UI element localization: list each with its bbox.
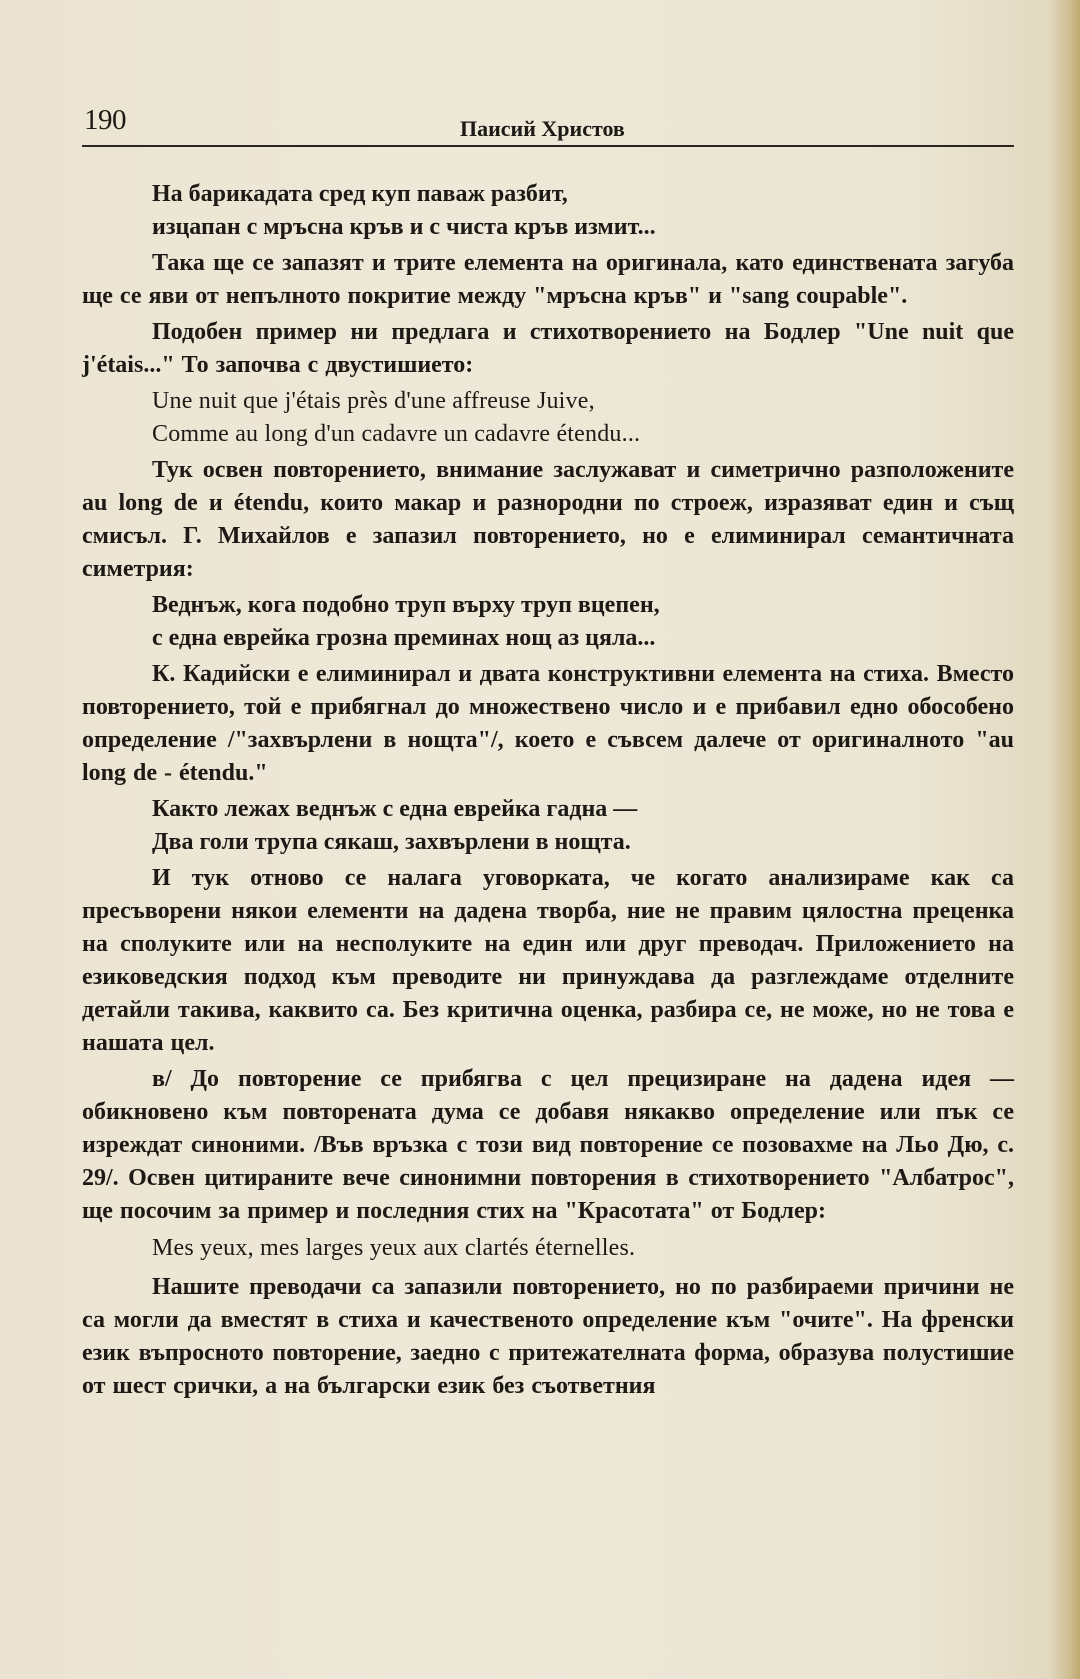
page-edge-shadow — [1052, 0, 1080, 1679]
verse-line: Une nuit que j'étais près d'une affreuse Juive, — [152, 388, 595, 414]
paragraph: в/ До повторение се прибягва с цел прецизиране на дадена идея — обикновено към повторената дума се добавя някакво определение или пък се изреждат синоними. /Във връзка с този вид повторение се позовахме на Льо Дю, с. 29/. Освен цитираните вече синонимни повторения в стихотворението "Албатрос", ще посочим за пример и последния стих на "Красотата" от Бодлер: — [82, 1066, 1014, 1224]
verse-line: Два голи трупа сякаш, захвърлени в нощта. — [152, 829, 631, 855]
paragraph: Така ще се запазят и трите елемента на оригинала, като единствената загуба ще се яви от непълното покритие между "мръсна кръв" и "sang coupable". — [82, 250, 1014, 309]
verse-quote — [152, 589, 1014, 655]
paragraph: Тук освен повторението, внимание заслужават и симетрично разположените au long de и étendu, които макар и разнородни по строеж, изразяват един и същ смисъл. Г. Михайлов е запазил повторението, но е елиминирал семантичната симетрия: — [82, 457, 1014, 582]
verse-quote — [152, 385, 1014, 451]
page-header — [82, 104, 1014, 148]
verse-line: Comme au long d'un cadavre un cadavre étendu... — [152, 421, 641, 447]
verse-quote — [152, 178, 1014, 244]
paragraph: И тук отново се налага уговорката, че когато анализираме как са пресъворени някои елементи на дадена творба, ние не правим цялостна преценка на сполуките или на несполуките на един или друг преводач. Приложението на езиковедския подход към преводите ни принуждава да разглеждаме отделните детайли такива, каквито са. Без критична оценка, разбира се, не може, но не това е нашата цел. — [82, 865, 1014, 1056]
verse-line: Веднъж, кога подобно труп върху труп вцепен, — [152, 592, 660, 618]
verse-line: На барикадата сред куп паваж разбит, — [152, 181, 568, 207]
running-head: Паисий Христов — [460, 116, 625, 141]
verse-line: Както лежах веднъж с една еврейка гадна — — [152, 796, 638, 822]
paragraph: Подобен пример ни предлага и стихотворението на Бодлер "Une nuit que j'étais..." То започва с двустишието: — [82, 319, 1014, 378]
paragraph: Нашите преводачи са запазили повторението, но по разбираеми причини не са могли да вместят в стиха и качественото определение към "очите". На френски език въпросното повторение, заедно с притежателната форма, образува полустишие от шест срички, а на български език без съответния — [82, 1274, 1014, 1399]
body-text — [82, 178, 1014, 1406]
paragraph: К. Кадийски е елиминирал и двата конструктивни елемента на стиха. Вместо повторението, той е прибягнал до множествено число и е прибавил едно обособено определение /"захвърлени в нощта"/, което е съвсем далече от оригиналното "au long de - étendu." — [82, 661, 1014, 786]
verse-line: с една еврейка грозна преминах нощ аз цяла... — [152, 625, 656, 651]
verse-quote — [152, 1232, 1014, 1265]
header-rule — [82, 145, 1014, 147]
page-number: 190 — [84, 104, 126, 136]
verse-quote — [152, 793, 1014, 859]
verse-line: Mes yeux, mes larges yeux aux clartés éternelles. — [152, 1235, 636, 1261]
verse-line: изцапан с мръсна кръв и с чиста кръв измит... — [152, 214, 656, 240]
